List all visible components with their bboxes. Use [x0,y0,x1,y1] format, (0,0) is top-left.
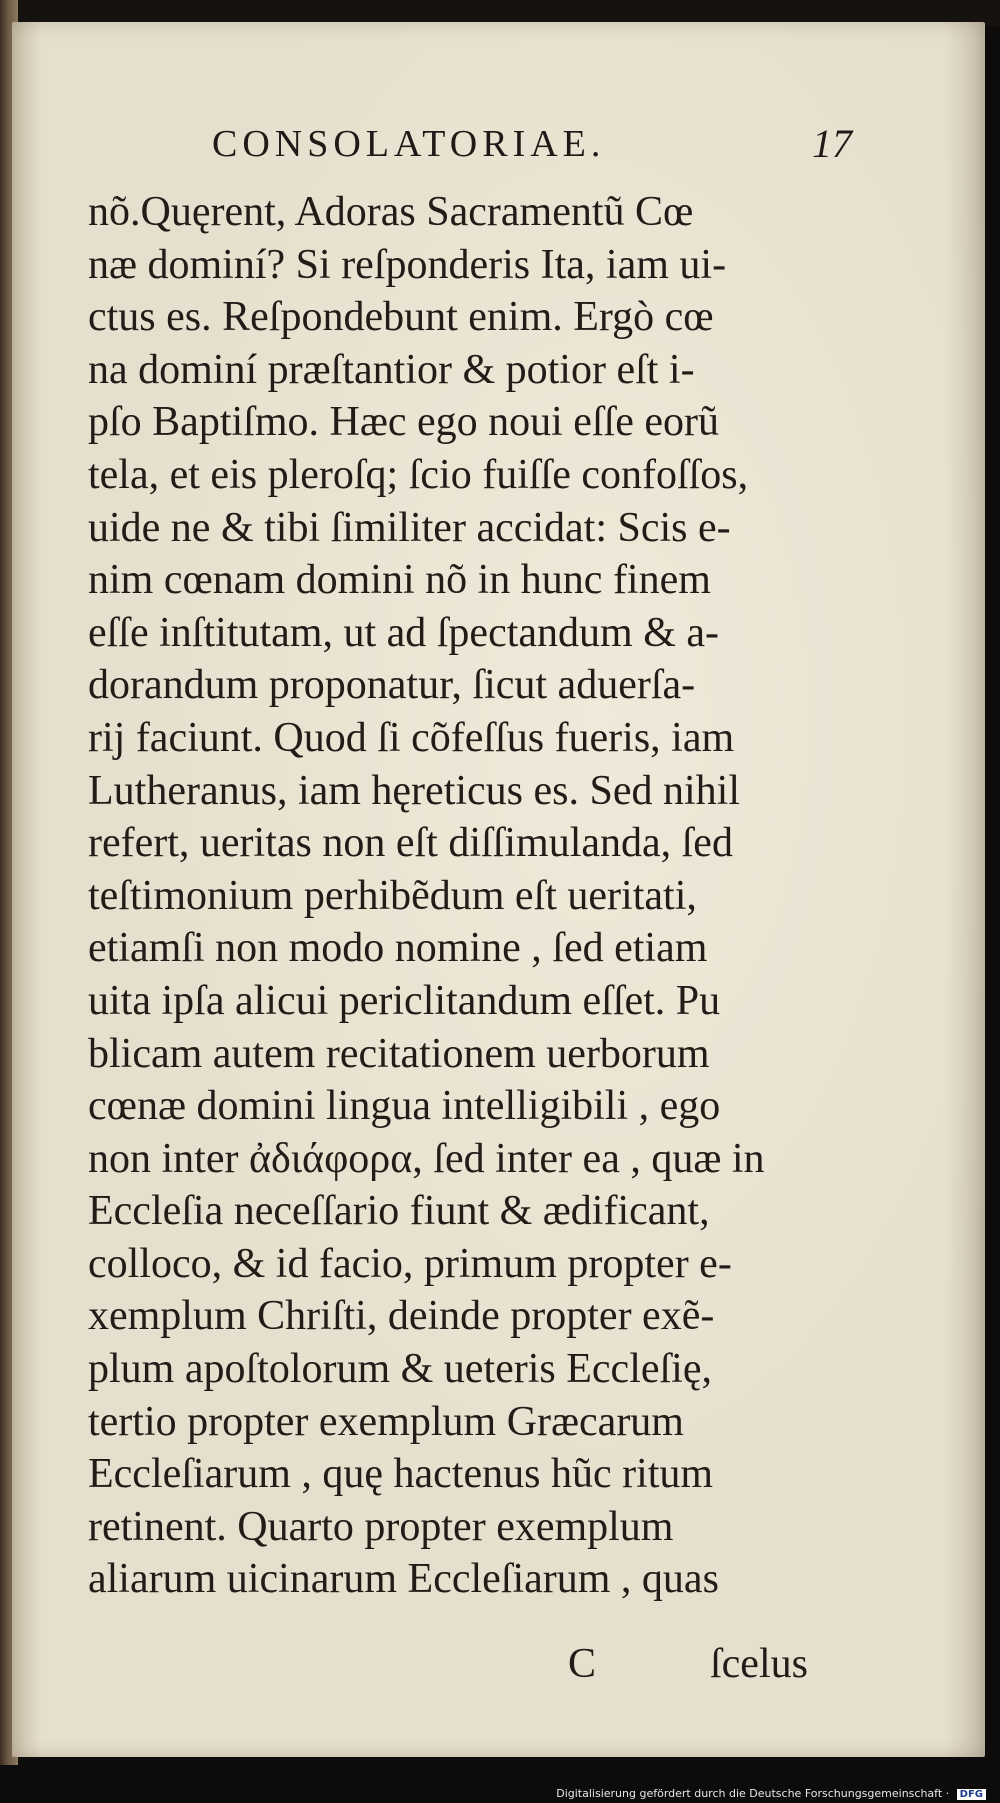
text-line: na dominí præſtantior & potior eſt i- [88,346,695,393]
text-line: aliarum uicinarum Eccleſiarum , quas [88,1556,719,1603]
page-header [212,122,852,182]
text-line: blicam autem recitationem uerborum [88,1030,710,1077]
text-line: næ dominí? Si reſponderis Ita, iam ui- [88,241,727,288]
credit-text: Digitalisierung gefördert durch die Deutsche Forschungsgemeinschaft · [556,1787,950,1800]
catchword: ſcelus [710,1641,808,1687]
text-line: non inter ἀδιάφορα, ſed inter ea , quæ in [88,1135,765,1182]
dfg-logo: DFG [957,1789,986,1800]
body-text [88,186,908,1606]
text-line: nõ.Quęrent, Adoras Sacramentũ Cœ [88,189,694,235]
text-line: nim cœnam domini nõ in hunc finem [88,557,711,604]
text-line: colloco, & id facio, primum propter e- [88,1240,732,1287]
text-line: ctus es. Reſpondebunt enim. Ergò cœ [88,294,714,341]
digitization-credit [556,1787,986,1800]
text-line: Eccleſia neceſſario fiunt & ædificant, [88,1188,710,1235]
text-line: eſſe inſtitutam, ut ad ſpectandum & a- [88,609,719,656]
catch-row [88,1640,908,1696]
text-line: rij faciunt. Quod ſi cõfeſſus fueris, iam [88,714,735,761]
text-line: pſo Baptiſmo. Hæc ego noui eſſe eorũ [88,399,720,446]
text-line: dorandum proponatur, ſicut aduerſa- [88,662,696,709]
text-line: cœnæ domini lingua intelligibili , ego [88,1083,721,1130]
page-number: 17 [812,121,852,166]
text-line: Eccleſiarum , quę hactenus hũc ritum [88,1451,714,1498]
book-page [12,22,985,1757]
text-line: uide ne & tibi ſimiliter accidat: Scis e- [88,504,731,551]
text-line: tertio propter exemplum Græcarum [88,1398,684,1445]
text-line: plum apoſtolorum & ueteris Eccleſię, [88,1346,712,1393]
signature-mark: C [568,1641,597,1687]
text-line: retinent. Quarto propter exemplum [88,1503,674,1550]
text-line: Lutheranus, iam hęreticus es. Sed nihil [88,767,741,814]
text-line: tela, et eis pleroſq; ſcio fuiſſe confoſſos, [88,451,749,498]
text-line: xemplum Chriſti, deinde propter exẽ- [88,1293,715,1340]
running-head: CONSOLATORIAE. [212,123,606,165]
text-line: refert, ueritas non eſt diſſimulanda, ſed [88,820,733,867]
text-line: teſtimonium perhibẽdum eſt ueritati, [88,872,697,919]
text-line: uita ipſa alicui periclitandum eſſet. Pu [88,977,721,1024]
text-line: etiamſi non modo nomine , ſed etiam [88,925,708,972]
